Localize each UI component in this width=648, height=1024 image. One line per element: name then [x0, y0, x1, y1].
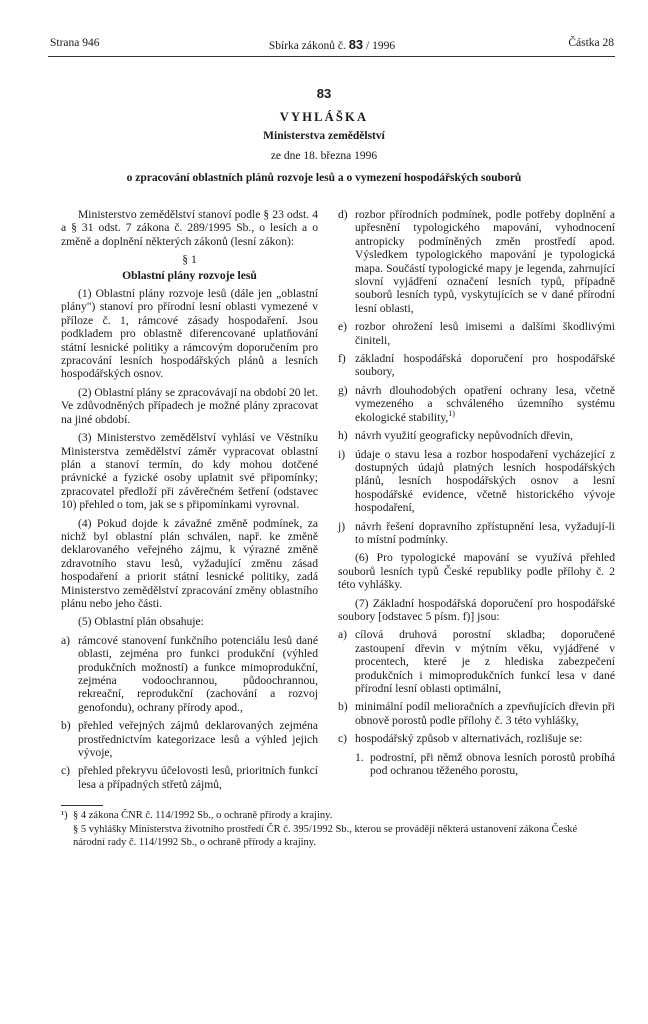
regulation-subject: o zpracování oblastních plánů rozvoje lesů a o vymezení hospodářských souborů — [126, 172, 522, 184]
footnote-reference[interactable]: 1) — [448, 408, 455, 418]
collection-number: 83 — [348, 37, 364, 52]
regulation-title: VYHLÁŠKA — [279, 110, 369, 124]
list-item: b) přehled veřejných zájmů deklarovaných zejména prostřednictvím kategorizace lesů a výhled jejich vývoje, — [61, 719, 318, 760]
footnote — [61, 824, 591, 849]
issuing-ministry: Ministerstva zemědělství — [263, 130, 385, 142]
list-item: f) základní hospodářská doporučení pro hospodářské soubory, — [338, 352, 615, 379]
sub-list-item: 1. podrostní, při němž obnova lesních porostů probíhá pod ochranou těženého porostu, — [355, 750, 615, 778]
footnote-mark: ¹) — [61, 810, 68, 821]
right-column — [338, 208, 615, 782]
footnote-line-1: § 4 zákona ČNR č. 114/1992 Sb., o ochraně přírody a krajiny. — [73, 810, 333, 821]
paragraph-7: (7) Základní hospodářská doporučení pro hospodářské soubory [odstavec 5 písm. f)] jsou: — [338, 596, 615, 623]
section-mark: § 1 — [182, 253, 197, 267]
paragraph-6: (6) Pro typologické mapování se využívá přehled souborů lesních typů České republiky podle přílohy č. 2 této vyhlášky. — [338, 551, 615, 592]
list-item: j) návrh řešení dopravního zpřístupnění lesa, vyžadují-li to místní podmínky. — [338, 519, 615, 546]
paragraph-1: (1) Oblastní plány rozvoje lesů (dále jen „oblastní plány") stanoví pro přírodní lesní oblasti vymezené v příloze č. 1, rámcové zásady hospodaření. Jsou podkladem pro oblastně diferencované uplatňování státní lesnické politiky a rámcovým doporučením pro zpracování lesních hospodářských plánů a lesních hospodářských osnov. — [61, 287, 318, 381]
left-column — [61, 208, 318, 796]
page-number: Strana 946 — [50, 37, 100, 49]
list-item: i) údaje o stavu lesa a rozbor hospodaření vycházející z dostupných údajů platných lesních hospodářských plánů, lesních hospodářských osnov a lesní hospodářské evidence, včetně historického vývoje hospodaření, — [338, 447, 615, 515]
header-divider — [48, 56, 615, 57]
issue-part: Částka 28 — [568, 37, 614, 49]
issue-date: ze dne 18. března 1996 — [270, 150, 378, 162]
footnote-line-2: § 5 vyhlášky Ministerstva životního prostředí ČR č. 395/1992 Sb., kterou se provádějí některá ustanovení zákona České národní rady č. 114/1992 Sb., o ochraně přírody a krajiny. — [73, 824, 578, 848]
regulation-number: 83 — [316, 86, 332, 101]
running-head — [50, 37, 614, 51]
footnote — [61, 810, 591, 823]
collection-reference: Sbírka zákonů č. 83 / 1996 — [268, 37, 396, 52]
list-item: g) návrh dlouhodobých opatření ochrany lesa, včetně vymezeného a schváleného územního systému ekologické stability,$^{1)}$ — [338, 383, 615, 424]
list-item: d) rozbor přírodních podmínek, podle potřeby doplnění a upřesnění typologického mapování, vyhodnocení antropicky podmíněných změn prostředí apod. Výsledkem typologického mapování je typologická mapa. Součástí typologické mapy je legenda, zahrnující slovní vyjádření označení lesních typů, případně souborů lesních typů, vyskytujících se v dané přírodní lesní oblasti, — [338, 208, 615, 315]
intro-paragraph: Ministerstvo zemědělství stanoví podle § 23 odst. 4 a § 31 odst. 7 zákona č. 289/1995 Sb., o lesích a o změně a doplnění některých zákonů (lesní zákon): — [61, 208, 318, 248]
list-item: e) rozbor ohrožení lesů imisemi a dalšími škodlivými činiteli, — [338, 320, 615, 347]
list-item: a) cílová druhová porostní skladba; doporučené zastoupení dřevin v mýtním věku, vyjádřené v procentech, které je z hlediska zabezpečení produkčních i mimoprodukčních funkcí lesa v dané přírodní lesní oblasti optimální, — [338, 628, 615, 695]
list-item: b) minimální podíl melioračních a zpevňujících dřevin při obnově porostů podle přílohy č. 3 této vyhlášky, — [338, 700, 615, 727]
paragraph-3: (3) Ministerstvo zemědělství vyhlásí ve Věstníku Ministerstva zemědělství záměr vypracovat oblastní plán a stanoví termín, do kdy mohou dotčené právnické a fyzické osoby uplatnit své připomínky; zpracovatel předloží při závěrečném šetření (odstavec 10) přehled o tom, jak se s připomínkami vyrovnal. — [61, 431, 318, 512]
list-item: c) hospodářský způsob v alternativách, rozlišuje se: — [338, 732, 583, 746]
paragraph-5: (5) Oblastní plán obsahuje: — [78, 615, 204, 629]
paragraph-2: (2) Oblastní plány se zpracovávají na období 20 let. Ve zdůvodněných případech je možné plány zpracovat na jiné období. — [61, 385, 318, 426]
section-title: Oblastní plány rozvoje lesů — [122, 268, 257, 282]
paragraph-4: (4) Pokud dojde k závažné změně podmínek, za nichž byl oblastní plán schválen, např. ke změně deklarovaného veřejného zájmu, k výrazné změně zdravotního stavu lesů, vyžadující změnu zásad hospodaření a priorit státní lesnické politiky, zadá Ministerstvo zemědělství zpracování změny oblastního plánu nebo jeho části. — [61, 516, 318, 610]
list-item: a) rámcové stanovení funkčního potenciálu lesů dané oblasti, zejména pro funkci produkční (výhled produkčních možností) a funkce mimoprodukční, zejména vodoochrannou, půdoochrannou, rekreační, reprodukční (zachování a rozvoj genofondu), ochrany přírody apod., — [61, 633, 318, 714]
list-item: c) přehled překryvu účelovosti lesů, prioritních funkcí lesa a případných střetů zájmů, — [61, 764, 318, 791]
list-item: h) návrh využití geograficky nepůvodních dřevin, — [338, 429, 573, 443]
footnote-divider — [61, 805, 103, 806]
